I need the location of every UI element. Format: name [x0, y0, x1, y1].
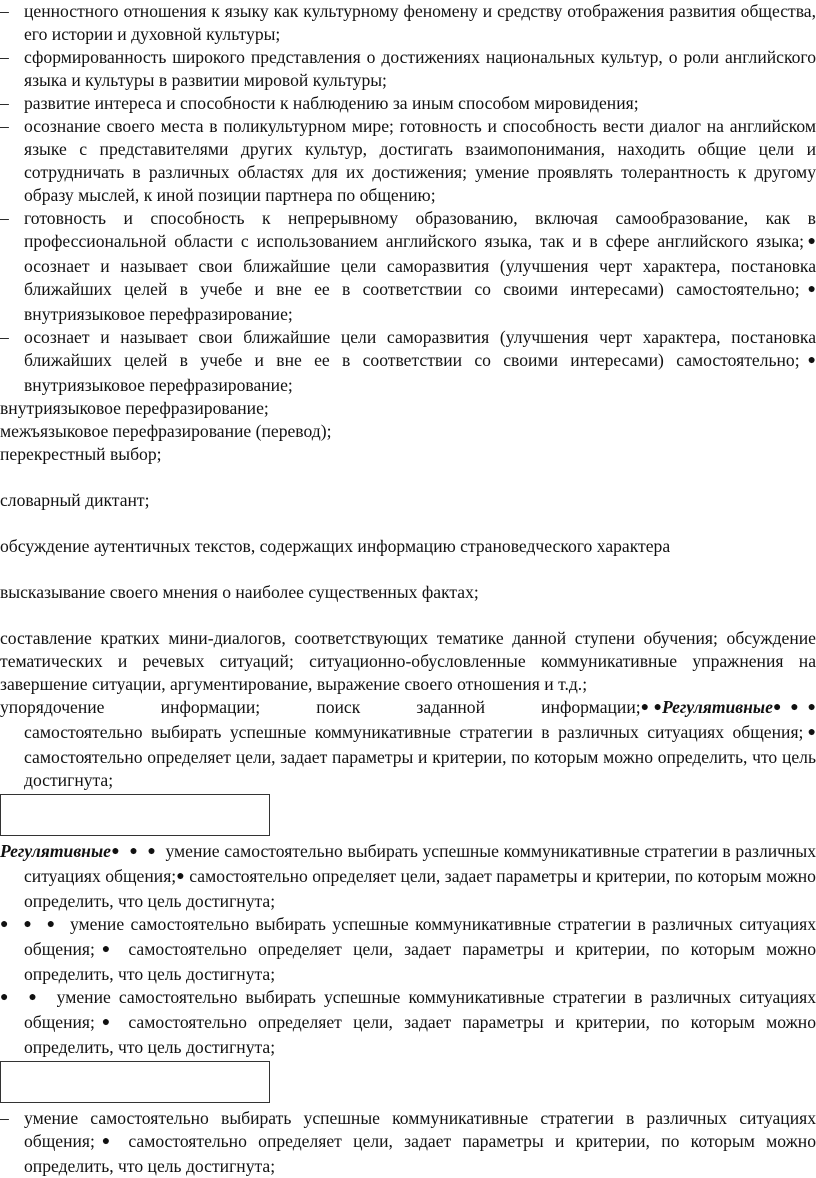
bullet-icon: ● [653, 700, 662, 715]
bullet-icon: ● [147, 844, 157, 859]
dash-marker: – [0, 93, 9, 113]
bullet-icon: ● [772, 700, 782, 715]
dash-marker: – [0, 1, 9, 21]
bullet-icon: ● [176, 869, 185, 884]
bullet-icon: ● [129, 844, 139, 859]
dash-marker: – [0, 327, 9, 347]
bullet-icon: ● [28, 990, 41, 1005]
paragraph: упорядочение информации; поиск заданной информации;● ●Регулятивные● ● ● [0, 697, 816, 717]
list-item: – умение самостоятельно выбирать успешные коммуникативные стратегии в различных ситуациях общения;● самостоятельно определяет цели, задает параметры и критерии, по которым можно определить, что цель достигнута; [0, 1108, 816, 1176]
dash-marker: – [0, 208, 9, 228]
empty-box [0, 794, 270, 836]
list-item-text: сформированность широкого представления о достижениях национальных культур, о роли английского языка и культуры в развитии мировой культуры; [24, 47, 816, 90]
paragraph: самостоятельно выбирать успешные коммуникативные стратегии в различных ситуациях общения;● самостоятельно определяет цели, задает параметры и критерии, по которым можно определить, что цель достигнута; [24, 722, 816, 790]
bullet-icon: ● [94, 942, 118, 957]
bullet-icon: ● [23, 917, 34, 932]
paragraph: внутриязыковое перефразирование; [0, 398, 269, 418]
dash-marker: – [0, 116, 9, 136]
list-item-text: осознает и называет свои ближайшие цели саморазвития (улучшения черт характера, постановка ближайших целей в учебе и вне ее в соответствии со своими интересами) самостоятельно; [24, 256, 816, 299]
paragraph: ● ● ● умение самостоятельно выбирать успешные коммуникативные стратегии в различных ситуациях общения;● самостоятельно определяет цели, задает параметры и критерии, по которым можно определить, что цель достигнута; [0, 914, 816, 984]
list-item [0, 0, 816, 46]
dash-marker: – [0, 1108, 9, 1128]
paragraph: ● ● умение самостоятельно выбирать успешные коммуникативные стратегии в различных ситуациях общения;● самостоятельно определяет цели, задает параметры и критерии, по которым можно определить, что цель достигнута; [0, 987, 816, 1057]
empty-box [0, 1061, 270, 1103]
paragraph: Регулятивные● ● ● умение самостоятельно выбирать успешные коммуникативные стратегии в различных ситуациях общения;● самостоятельно определяет цели, задает параметры и критерии, по которым можно определить, что цель достигнута; [0, 841, 816, 911]
bullet-icon: ● [110, 844, 120, 859]
list-item-text: осознание своего места в поликультурном мире; готовность и способность вести диалог на английском языке с представителями других культур, достигать взаимопонимания, находить общие цели и сотрудничать в различных областях для их достижения; умение проявлять толерантность к другому образу мыслей, к иной позиции партнера по общению; [24, 116, 816, 205]
regulative-label: Регулятивные [0, 841, 111, 861]
bullet-icon: ● [46, 917, 58, 932]
bullet-icon: ● [0, 917, 11, 932]
list-item [0, 115, 816, 207]
dash-marker: – [0, 47, 9, 67]
bullet-icon: ● [803, 725, 816, 740]
bullet-icon: ● [807, 700, 816, 715]
list-item [0, 46, 816, 92]
bullet-icon: ● [804, 234, 816, 249]
regulative-label: Регулятивные [661, 697, 773, 717]
bullet-icon: ● [0, 990, 13, 1005]
paragraph: обсуждение аутентичных текстов, содержащих информацию страноведческого характера [0, 536, 671, 556]
bullet-icon: ● [790, 700, 799, 715]
list-item-text: осознает и называет свои ближайшие цели саморазвития (улучшения черт характера, постановка ближайших целей в учебе и вне ее в соответствии со своими интересами) самостоятельно; [24, 327, 816, 370]
list-item-text: ценностного отношения к языку как культурному феномену и средству отображения развития общества, его истории и духовной культуры; [24, 1, 816, 44]
list-item-text: внутриязыковое перефразирование; [24, 304, 293, 324]
bullet-icon: ● [640, 700, 650, 715]
list-item-text: внутриязыковое перефразирование; [24, 375, 293, 395]
paragraph: перекрестный выбор; [0, 444, 162, 464]
list-item-text: развитие интереса и способности к наблюдению за иным способом мировидения; [24, 93, 639, 113]
paragraph: словарный диктант; [0, 490, 150, 510]
bullet-icon: ● [799, 282, 816, 297]
list-item [0, 92, 816, 115]
paragraph: составление кратких мини-диалогов, соответствующих тематике данной ступени обучения; обсуждение тематических и речевых ситуаций; ситуационно-обусловленные коммуникативные упражнения на завершение ситуации, аргументирование, выражение своего отношения и т.д.; [0, 628, 816, 694]
list-item [0, 207, 816, 326]
list-item [0, 326, 816, 397]
bullet-icon: ● [799, 353, 816, 368]
paragraph: межъязыковое перефразирование (перевод); [0, 421, 332, 441]
list-item-text: готовность и способность к непрерывному образованию, включая самообразование, как в профессиональной области с использованием английского языка, так и в сфере английского языка; [24, 208, 816, 251]
bullet-icon: ● [94, 1134, 118, 1149]
bullet-icon: ● [94, 1015, 118, 1030]
paragraph: высказывание своего мнения о наиболее существенных фактах; [0, 582, 479, 602]
